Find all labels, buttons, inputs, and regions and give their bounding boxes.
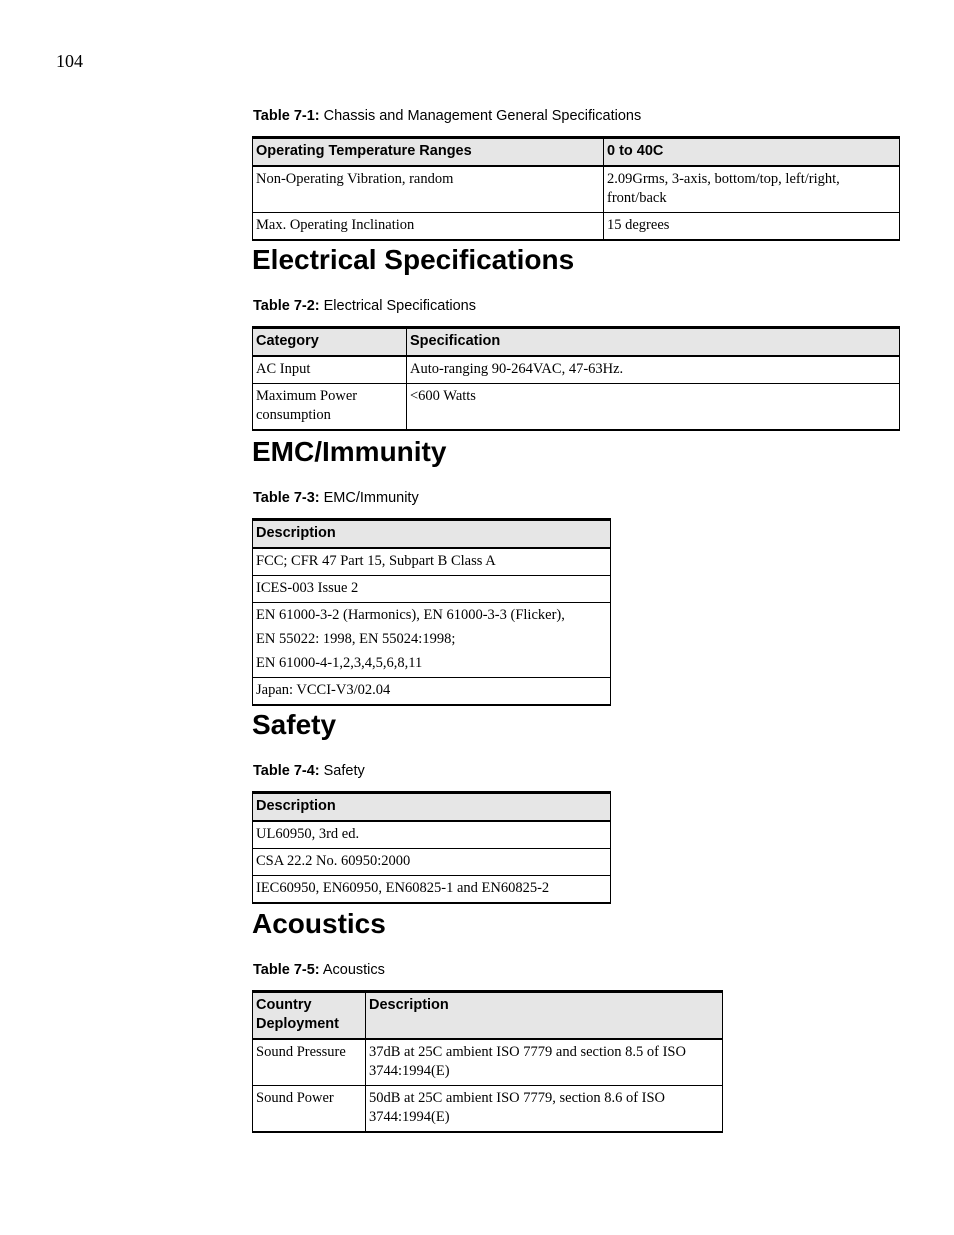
table-header-row (253, 138, 900, 167)
table-row (253, 1086, 723, 1133)
table-cell: UL60950, 3rd ed. (253, 821, 611, 849)
table-header-row (253, 793, 611, 822)
section-heading-acoustics: Acoustics (252, 908, 386, 939)
table-cell: 50dB at 25C ambient ISO 7779, section 8.6 of ISO 3744:1994(E) (366, 1086, 723, 1133)
electrical-specs-table (252, 326, 900, 431)
header-cell: Country Deployment (253, 992, 366, 1040)
cell-line: EN 55022: 1998, EN 55024:1998; (256, 631, 456, 647)
table-row (253, 213, 900, 241)
header-cell: Operating Temperature Ranges (253, 138, 604, 167)
section-heading-electrical: Electrical Specifications (252, 244, 575, 275)
page-number: 104 (56, 51, 83, 71)
table-caption (253, 490, 419, 506)
table-cell: ICES-003 Issue 2 (253, 576, 611, 603)
table-row (253, 356, 900, 384)
table-cell: Sound Power (253, 1086, 366, 1133)
table-header-row (253, 328, 900, 357)
table-cell: Max. Operating Inclination (253, 213, 604, 241)
caption-text: Safety (319, 763, 365, 779)
header-cell: Description (366, 992, 723, 1040)
caption-label: Table 7-5: (253, 962, 320, 978)
caption-label: Table 7-4: (253, 763, 320, 779)
table-row (253, 166, 900, 213)
table-header-row (253, 992, 723, 1040)
table-cell: AC Input (253, 356, 407, 384)
cell-line: EN 61000-4-1,2,3,4,5,6,8,11 (256, 655, 423, 671)
safety-table (252, 791, 611, 904)
table-cell: Non-Operating Vibration, random (253, 166, 604, 213)
caption-text: Acoustics (319, 962, 385, 978)
table-cell: CSA 22.2 No. 60950:2000 (253, 849, 611, 876)
caption-label: Table 7-3: (253, 490, 320, 506)
caption-text: EMC/Immunity (319, 490, 419, 506)
table-row (253, 876, 611, 904)
table-cell: Auto-ranging 90-264VAC, 47-63Hz. (407, 356, 900, 384)
caption-label: Table 7-2: (253, 298, 320, 314)
header-cell: Description (253, 520, 611, 549)
table-cell: 37dB at 25C ambient ISO 7779 and section 8.5 of ISO 3744:1994(E) (366, 1039, 723, 1086)
table-row (253, 821, 611, 849)
table-row (253, 1039, 723, 1086)
table-header-row (253, 520, 611, 549)
caption-text: Chassis and Management General Specifications (319, 108, 642, 124)
table-row (253, 384, 900, 431)
table-caption (253, 108, 641, 124)
table-row (253, 849, 611, 876)
table-row (253, 603, 611, 678)
table-cell: <600 Watts (407, 384, 900, 431)
table-cell: Maximum Power consumption (253, 384, 407, 431)
header-cell: Description (253, 793, 611, 822)
header-cell: Category (253, 328, 407, 357)
table-caption (253, 298, 476, 314)
table-cell: 15 degrees (604, 213, 900, 241)
section-heading-safety: Safety (252, 709, 337, 740)
table-caption (253, 763, 365, 779)
cell-line: EN 61000-3-2 (Harmonics), EN 61000-3-3 (Flicker), (256, 607, 565, 623)
table-cell (253, 603, 611, 678)
acoustics-table (252, 990, 723, 1133)
header-cell: Specification (407, 328, 900, 357)
general-specs-table (252, 136, 900, 241)
caption-label: Table 7-1: (253, 108, 320, 124)
table-row (253, 576, 611, 603)
table-cell: Sound Pressure (253, 1039, 366, 1086)
table-cell: FCC; CFR 47 Part 15, Subpart B Class A (253, 548, 611, 576)
table-caption (253, 962, 385, 978)
caption-text: Electrical Specifications (319, 298, 476, 314)
table-cell: Japan: VCCI-V3/02.04 (253, 678, 611, 706)
header-cell: 0 to 40C (604, 138, 900, 167)
section-heading-emc: EMC/Immunity (252, 436, 447, 467)
table-cell: IEC60950, EN60950, EN60825-1 and EN60825-2 (253, 876, 611, 904)
table-cell: 2.09Grms, 3-axis, bottom/top, left/right, front/back (604, 166, 900, 213)
table-row (253, 678, 611, 706)
table-row (253, 548, 611, 576)
emc-table (252, 518, 611, 706)
